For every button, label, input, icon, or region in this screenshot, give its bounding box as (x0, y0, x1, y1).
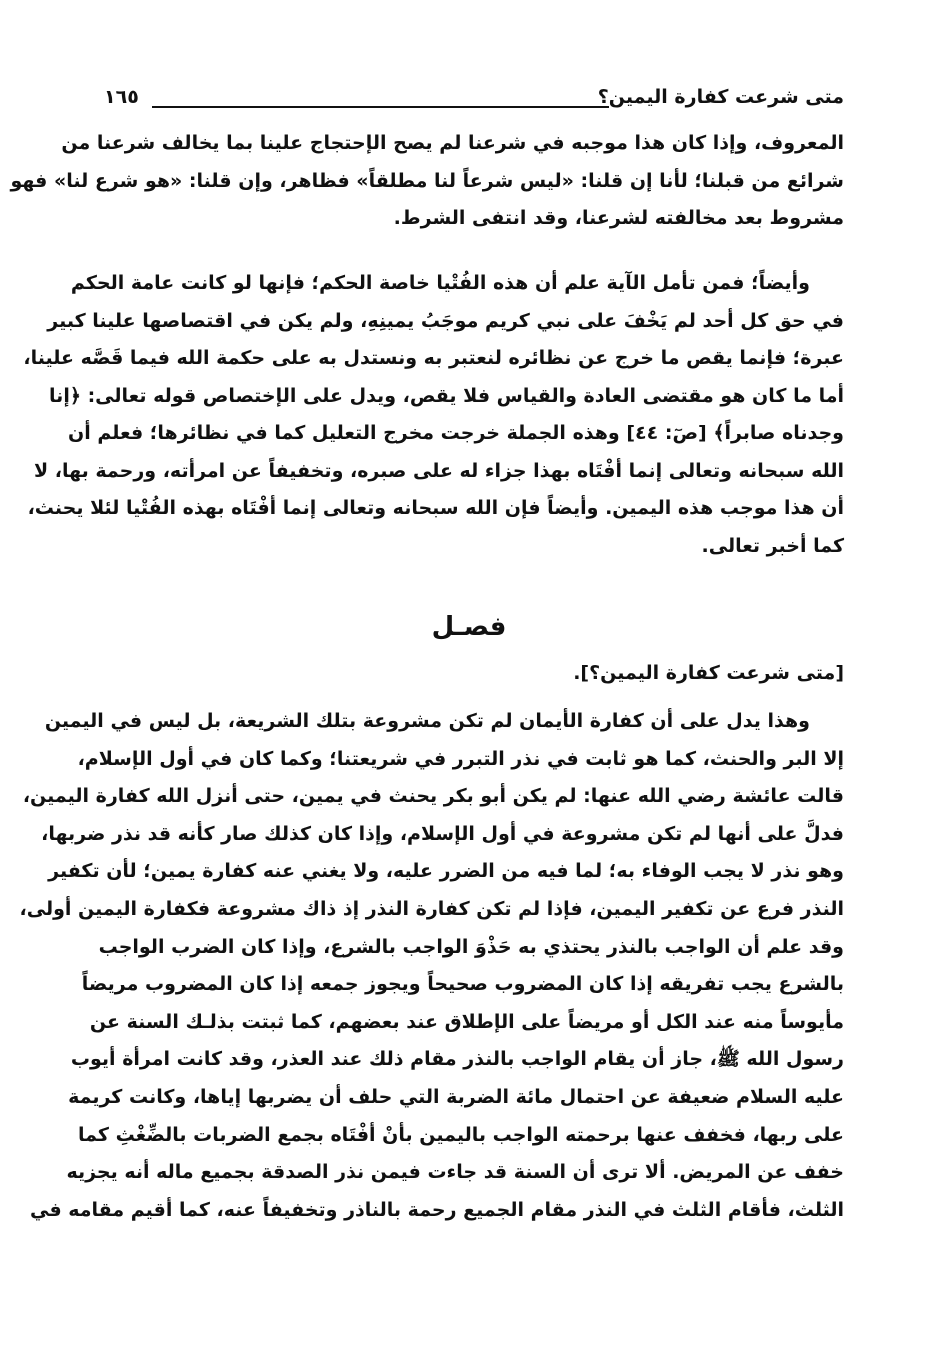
text-line: مأيوساً منه عند الكل أو مريضاً على الإطلاق عند بعضهم، كما ثبتت بذلـك السنة عن (89, 1010, 844, 1033)
text-line: وهو نذر لا يجب الوفاء به؛ لما فيه من الضرر عليه، ولا يغني عنه كفارة يمين؛ لأن تكفير (48, 860, 844, 883)
text-line: إلا البر والحنث، كما هو ثابت في نذر التبرر في شريعتنا؛ وكما كان في أول الإسلام، (77, 747, 844, 770)
text-line: أما ما كان هو مقتضى العادة والقياس فلا يقص، ويدل على الإختصاص قوله تعالى: ﴿إنا (49, 384, 844, 407)
text-line: وأيضاً؛ فمن تأمل الآية علم أن هذه الفُتْيا خاصة الحكم؛ فإنها لو كانت عامة الحكم (70, 272, 810, 294)
text-line: المعروف، وإذا كان هذا موجبه في شرعنا لم يصح الإحتجاج علينا بما يخالف شرعنا من (61, 132, 844, 154)
text-line: أن هذا موجب هذه اليمين. وأيضاً فإن الله سبحانه وتعالى إنما أفْتَاه بهذه الفُتْيا لئلا يحنث، (27, 497, 844, 519)
text-line: في حق كل أحد لم يَخْفَ على نبي كريم موجَبُ يمينِهِ، ولم يكن في اقتصاصها علينا كبير (47, 309, 844, 332)
sub-heading: [متى شرعت كفارة اليمين؟]. (573, 662, 844, 684)
text-line: على ربها، فخفف عنها برحمته الواجب باليمين بأنْ أفْتَاه بجمع الضربات بالضِّغْثِ كما (78, 1123, 844, 1146)
text-line: مشروط بعد مخالفته لشرعنا، وقد انتفى الشرط. (393, 207, 844, 229)
text-line: الله سبحانه وتعالى إنما أفْتَاه بهذا جزاء له على صبره، وتخفيفاً عن امرأته، ورحمة بها، لا (33, 459, 844, 482)
text-line: عليه السلام ضعيفة عن احتمال مائة الضربة التي حلف أن يضربها إياها، وكانت كريمة (68, 1086, 844, 1108)
text-line: وقد علم أن الواجب بالنذر يحتذي به حَذْوَ الواجب بالشرع، وإذا كان الضرب الواجب (98, 935, 844, 958)
text-line: فدلَّ على أنها لم تكن مشروعة في أول الإسلام، وإذا كان كذلك صار كأنه قد نذر ضربها، (41, 822, 844, 845)
text-line: قالت عائشة رضي الله عنها: لم يكن أبو بكر يحنث في يمين، حتى أنزل الله كفارة اليمين، (22, 785, 844, 808)
text-line: رسول الله ﷺ، جاز أن يقام الواجب بالنذر مقام ذلك عند العذر، وقد كانت امرأة أيوب (70, 1048, 844, 1071)
text-line: وهذا يدل على أن كفارة الأيمان لم تكن مشروعة بتلك الشريعة، بل ليس في اليمين (44, 710, 810, 732)
text-line: الثلث، فأقام الثلث في النذر مقام الجميع رحمة بالناذر وتخفيفاً عنه، كما أقيم مقامه في (29, 1198, 844, 1221)
text-line: كما أخبر تعالى. (701, 534, 844, 557)
running-header (104, 86, 844, 116)
text-line: النذر فرع عن تكفير اليمين، فإذا لم تكن كفارة النذر إذ ذاك مشروعة فكفارة اليمين أولى، (19, 898, 844, 920)
page-number: ١٦٥ (104, 86, 139, 108)
text-line: خفف عن المريض. ألا ترى أن السنة قد جاءت فيمن نذر الصدقة بجميع ماله أنه يجزيه (66, 1161, 844, 1184)
section-title: فصـل (431, 612, 507, 642)
header-title: متى شرعت كفارة اليمين؟ (597, 86, 844, 108)
header-rule (152, 106, 609, 108)
text-line: وجدناه صابراً﴾ [صٓ: ٤٤] وهذه الجملة خرجت مخرج التعليل كما في نظائرها؛ فعلم أن (68, 422, 844, 444)
text-line: بالشرع يجب تفريقه إذا كان المضروب صحيحاً ويجوز جمعه إذا كان المضروب مريضاً (81, 973, 844, 996)
text-line: شرائع من قبلنا؛ لأنا إن قلنا: «ليس شرعاً لنا مطلقاً» فظاهر، وإن قلنا: «هو شرع لنا» فهو (10, 169, 844, 192)
text-line: عبرة؛ فإنما يقص ما خرج عن نظائره لنعتبر به ونستدل به على حكمة الله فيما قَصَّه علينا، (23, 347, 844, 369)
